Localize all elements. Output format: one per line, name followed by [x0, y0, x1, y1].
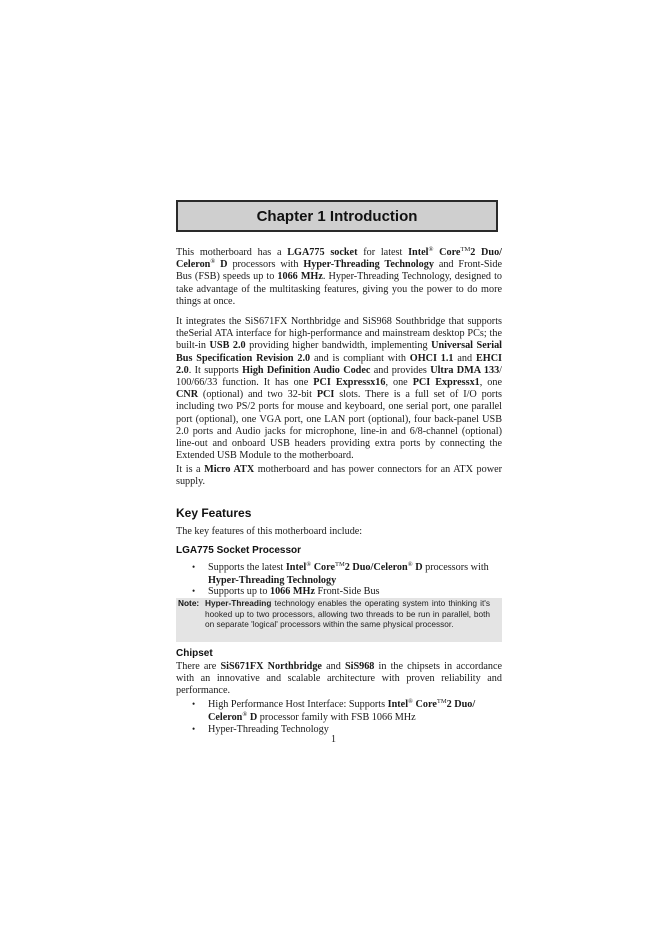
bullet-dot: • [192, 586, 196, 596]
intro-paragraph-2: It integrates the SiS671FX Northbridge and SiS968 Southbridge that supports theSerial ATA interface for high-performance and mainstream desktop PCs; the built-in USB 2.0 providing higher bandwidth, implementing Universal Serial Bus Specification Revision 2.0 and is compliant with OHCI 1.1 and EHCI 2.0. It supports High Definition Audio Codec and provides Ultra DMA 133/ 100/66/33 function. It has one PCI Expressx16, one PCI Expressx1, one CNR (optional) and two 32-bit PCI slots. There is a full set of I/O ports including two PS/2 ports for mouse and keyboard, one serial port, one parallel port (optional), one VGA port, one LAN port (optional), four back-panel USB 2.0 ports and Audio jacks for microphone, line-in and 6/8-channel (optional) line-out and onboard USB headers providing extra ports by connecting the Extended USB Module to the motherboard. [176, 316, 503, 462]
intro-paragraph-1: This motherboard has a LGA775 socket for latest Intel® Core™2 Duo/ Celeron® D processors with Hyper-Threading Technology and Front-Side Bus (FSB) speeds up to 1066 MHz. Hyper-Threading Technology, designed to take advantage of the multitasking features, giving you the power to do more things at once. [176, 246, 503, 307]
page-number: 1 [331, 734, 336, 745]
chipset-bullet-2: • Hyper-Threading Technology [192, 724, 329, 735]
chipset-bullet-1: • High Performance Host Interface: Supports Intel® Core™2 Duo/ Celeron® D processor family with FSB 1066 MHz [192, 698, 476, 723]
chapter-title-box [176, 200, 498, 232]
note-label: Note: [178, 598, 200, 608]
bullet-dot: • [192, 724, 196, 734]
key-features-intro: The key features of this motherboard include: [176, 526, 363, 537]
bullet-dot: • [192, 562, 196, 572]
chipset-heading: Chipset [176, 648, 213, 659]
processor-bullet-1: • Supports the latest Intel® Core™2 Duo/Celeron® D processors with Hyper-Threading Technology [192, 561, 489, 586]
processor-bullet-2: • Supports up to 1066 MHz Front-Side Bus [192, 586, 380, 597]
intro-paragraph-3: It is a Micro ATX motherboard and has power connectors for an ATX power supply. [176, 464, 502, 488]
chipset-paragraph: There are SiS671FX Northbridge and SiS968 in the chipsets in accordance with an innovative and scalable architecture with proven reliability and performance. [176, 661, 502, 697]
key-features-heading: Key Features [176, 506, 252, 520]
note-box [176, 598, 502, 642]
note-text: Hyper-Threading technology enables the operating system into thinking it's hooked up to two processors, allowing two threads to be run in parallel, both on separate 'logical' processors within the same physical processor. [205, 598, 490, 630]
processor-heading: LGA775 Socket Processor [176, 545, 302, 556]
chapter-title: Chapter 1 Introduction [256, 207, 418, 225]
bullet-dot: • [192, 699, 196, 709]
